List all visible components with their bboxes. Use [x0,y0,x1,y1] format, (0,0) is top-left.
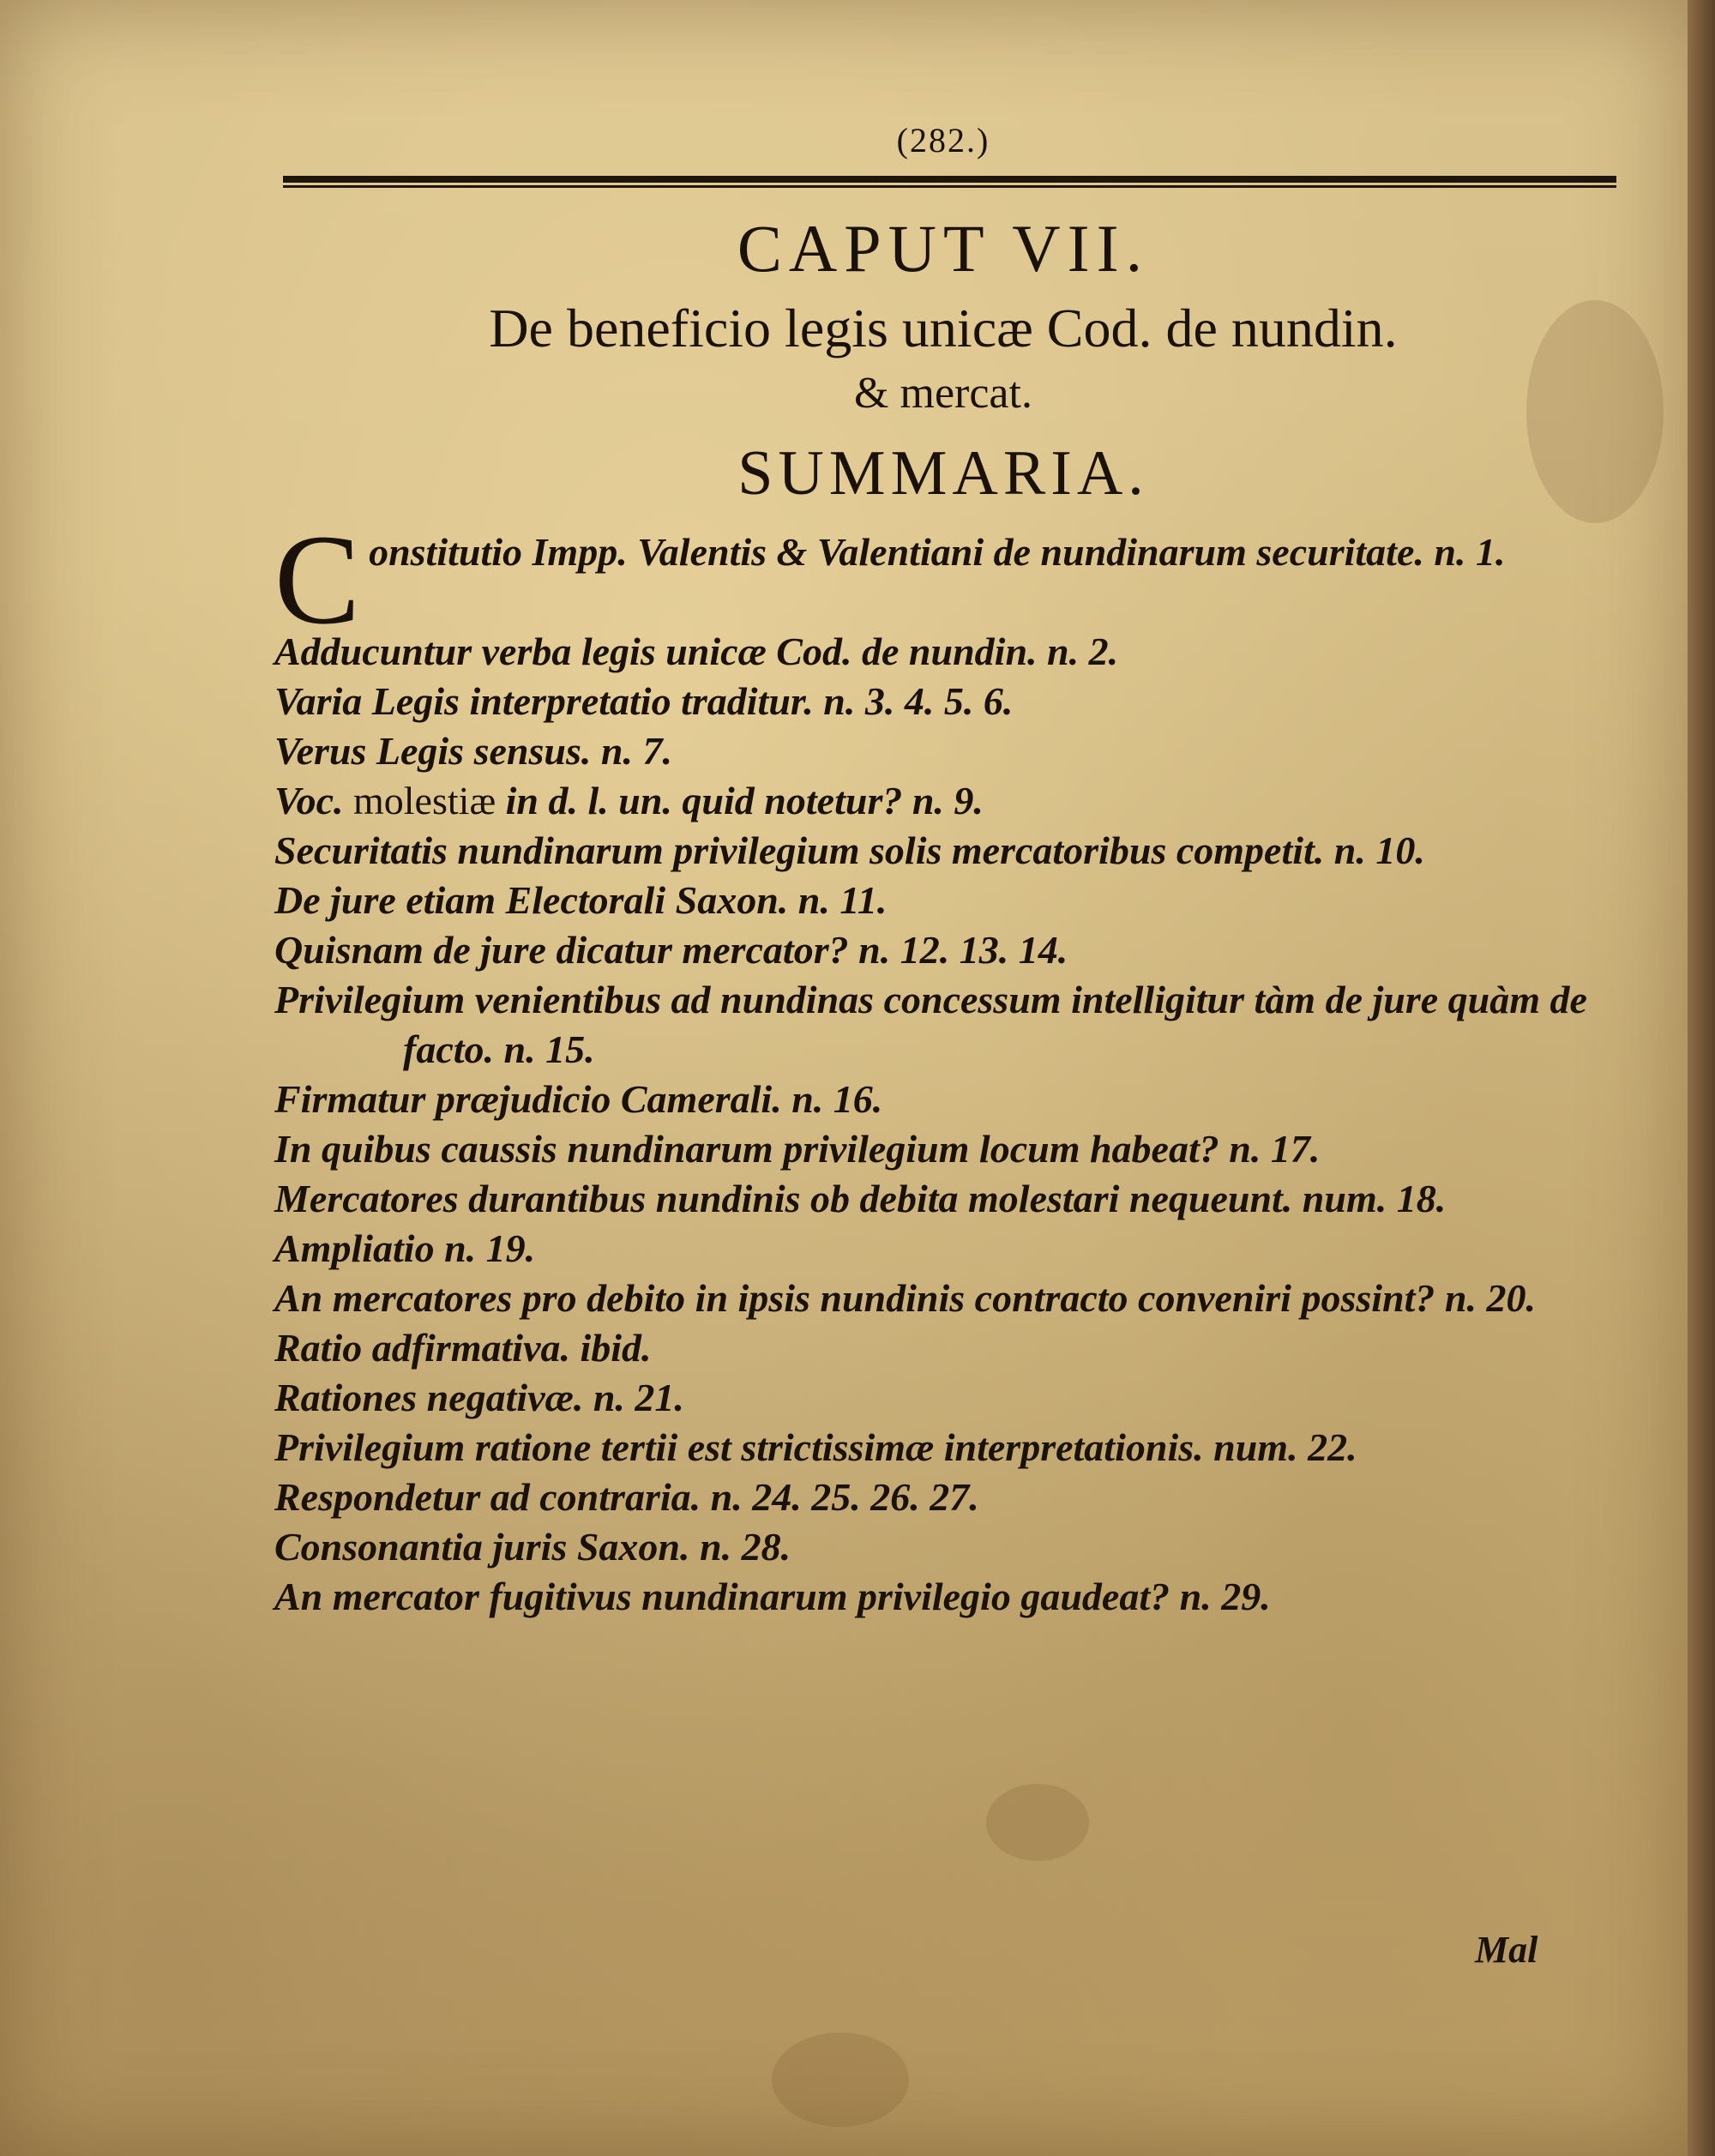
summary-entry: Firmatur præjudicio Camerali. n. 16. [274,1077,883,1121]
chapter-title: CAPUT VII. [737,211,1150,286]
chapter-subtitle [274,296,1612,426]
drop-cap: C [274,509,361,651]
summary-entry: Rationes negativæ. n. 21. [274,1376,684,1419]
summary-entry: Varia Legis interpretatio traditur. n. 3. 4. 5. 6. [274,679,1014,723]
paper-stain [772,2033,909,2127]
summary-entry: Consonantia juris Saxon. n. 28. [274,1525,791,1569]
page-header [274,120,1612,160]
summary-entry: Adducuntur verba legis unicæ Cod. de nundin. n. 2. [274,629,1119,673]
summary-entry: Ampliatio n. 19. [274,1226,536,1270]
chapter-subtitle-line1: De beneficio legis unicæ Cod. de nundin. [489,298,1398,358]
voc-suffix: in d. l. un. quid notetur? n. 9. [505,779,984,822]
summary-entry: Securitatis nundinarum privilegium solis mercatoribus competit. n. 10. [274,828,1425,872]
section-title: SUMMARIA. [737,438,1149,509]
summary-entry: De jure etiam Electorali Saxon. n. 11. [274,878,888,922]
summary-entry-voc [274,776,1612,826]
summary-entry: Respondetur ad contraria. n. 24. 25. 26. 27. [274,1475,979,1519]
header-rule [283,176,1616,188]
summary-list [274,509,1612,1622]
page-number: (282.) [896,121,990,160]
voc-roman-word: molestiæ [353,779,496,822]
summary-entry: Quisnam de jure dicatur mercator? n. 12. 13. 14. [274,928,1068,972]
summary-entry: An mercator fugitivus nundinarum privilegio gaudeat? n. 29. [274,1575,1271,1618]
summary-entry: Mercatores durantibus nundinis ob debita molestari nequeunt. num. 18. [274,1177,1447,1220]
summary-entry-text: onstitutio Impp. Valentis & Valentiani de nundinarum securitate. n. 1. [369,530,1506,574]
summary-entry: An mercatores pro debito in ipsis nundinis contracto conveniri possint? n. 20. [274,1276,1536,1320]
summary-entry: Verus Legis sensus. n. 7. [274,729,672,773]
summary-entry: Ratio adfirmativa. ibid. [274,1326,652,1370]
page-edge [1688,0,1715,2156]
summary-entry: In quibus caussis nundinarum privilegium locum habeat? n. 17. [274,1127,1321,1171]
summary-entry: Privilegium venientibus ad nundinas concessum intelligitur tàm de jure quàm de facto. n. 15. [274,978,1587,1071]
summary-entry: Privilegium ratione tertii est strictissimæ interpretationis. num. 22. [274,1425,1357,1469]
paper-stain [986,1784,1089,1861]
chapter-subtitle-line2: & mercat. [854,369,1032,418]
catchword: Mal [1475,1929,1538,1971]
voc-prefix: Voc. [274,779,344,822]
